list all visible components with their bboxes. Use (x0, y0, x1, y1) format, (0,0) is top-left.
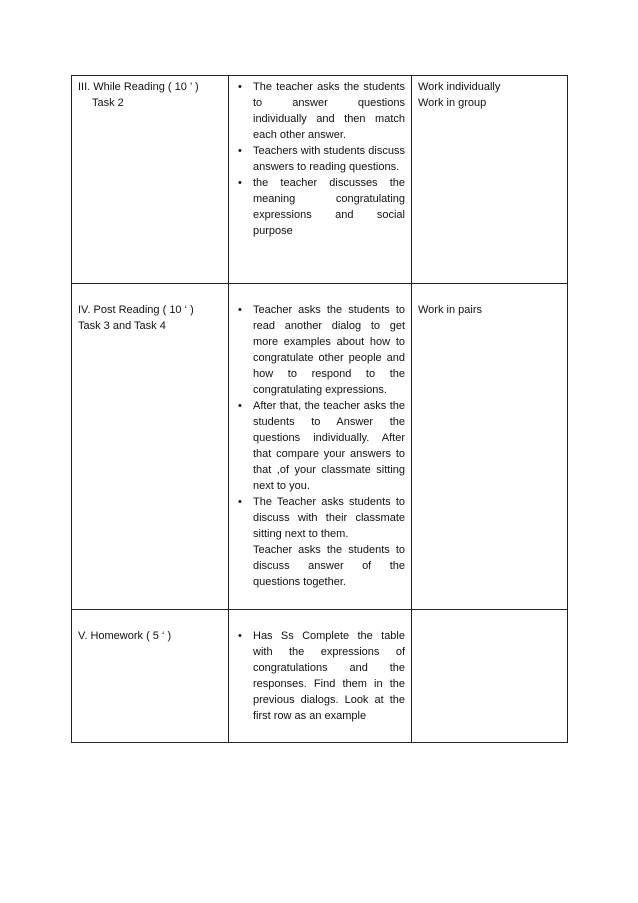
mode-text: Work in pairs (418, 304, 482, 316)
activity-paragraph: Teacher asks the students to discuss answer of the questions together. (253, 544, 405, 588)
mode-text: Work in group (418, 97, 487, 109)
activities-cell (229, 610, 412, 743)
mode-text: Work individually (418, 81, 501, 93)
mode-cell (412, 284, 568, 610)
stage-title: V. Homework ( 5 ‘ ) (78, 630, 172, 642)
table-row-homework (72, 610, 568, 743)
bullet-icon: • (238, 400, 242, 412)
activity-item: • The teacher asks the students to answer questions individually and then match each other answer. (238, 81, 405, 141)
activity-item: • Teachers with students discuss answers to reading questions. (238, 145, 405, 173)
bullet-icon: • (238, 81, 242, 93)
bullet-icon: • (238, 177, 242, 189)
bullet-icon: • (238, 145, 242, 157)
stage-title: III. While Reading ( 10 ’ ) (78, 81, 199, 93)
activity-item: • The Teacher asks students to discuss with their classmate sitting next to them. (238, 496, 405, 540)
activities-cell (229, 284, 412, 610)
stage-cell (72, 76, 229, 284)
stage-cell (72, 284, 229, 610)
mode-cell (412, 76, 568, 284)
activity-item: • Teacher asks the students to read another dialog to get more examples about how to congratulate other people and how to respond to the congratulating expressions. (238, 304, 405, 396)
bullet-icon: • (238, 496, 242, 508)
activity-list (235, 302, 405, 542)
table-row-post-reading (72, 284, 568, 610)
activity-item: • the teacher discusses the meaning congratulating expressions and social purpose (238, 177, 405, 237)
stage-title: IV. Post Reading ( 10 ‘ ) (78, 304, 194, 316)
lesson-plan-table (71, 75, 568, 743)
activity-list (235, 628, 405, 724)
activity-item: • Has Ss Complete the table with the expressions of congratulations and the responses. Find them in the previous dialogs. Look at the first row as an example (238, 630, 405, 722)
bullet-icon: • (238, 630, 242, 642)
activity-item: • After that, the teacher asks the students to Answer the questions individually. After that compare your answers to that ,of your classmate sitting next to you. (238, 400, 405, 492)
mode-cell (412, 610, 568, 743)
stage-subtitle: Task 3 and Task 4 (78, 320, 166, 332)
stage-cell (72, 610, 229, 743)
stage-subtitle: Task 2 (92, 97, 124, 109)
activities-cell (229, 76, 412, 284)
activity-list (235, 79, 405, 239)
bullet-icon: • (238, 304, 242, 316)
table-row-while-reading (72, 76, 568, 284)
